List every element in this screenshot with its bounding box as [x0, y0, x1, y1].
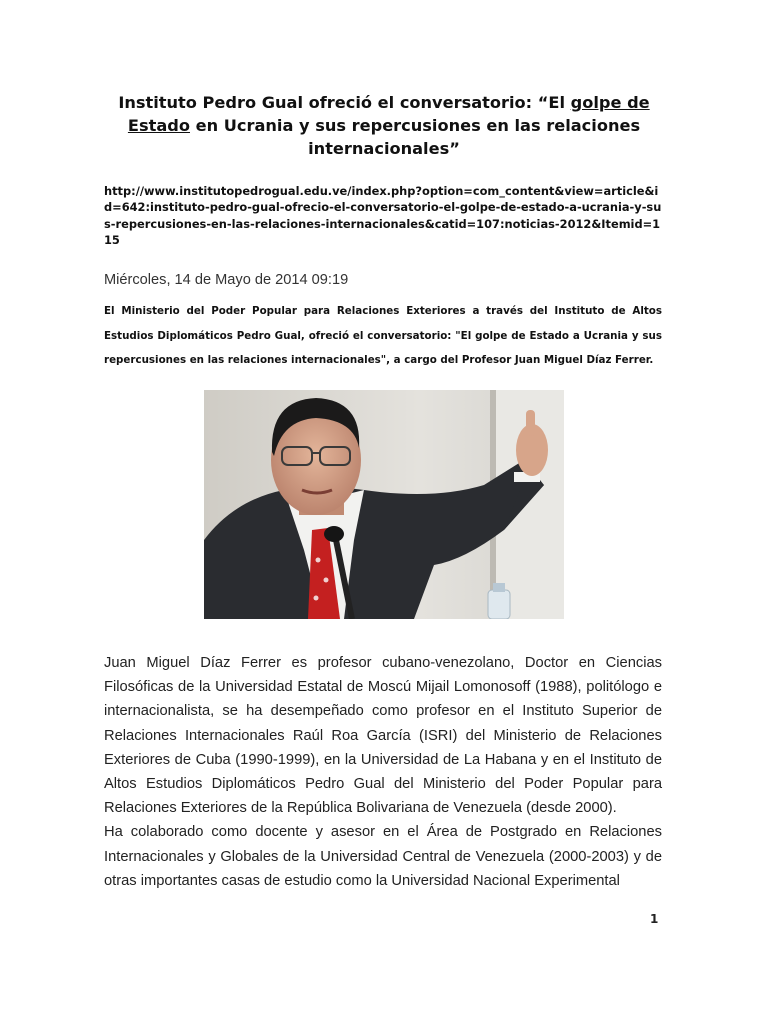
article-body	[104, 651, 662, 893]
article-title	[104, 91, 664, 160]
publish-date: Miércoles, 14 de Mayo de 2014 09:19	[104, 272, 349, 288]
source-url[interactable]: http://www.institutopedrogual.edu.ve/index.php?option=com_content&view=article&id=642:instituto-pedro-gual-ofrecio-el-conversatorio-el-golpe-de-estado-a-ucrania-y-sus-repercusiones-en-las-relaciones-internacionales&catid=107:noticias-2012&Itemid=115	[104, 184, 662, 247]
body-paragraph: Ha colaborado como docente y asesor en el Área de Postgrado en Relaciones Internacionales y Globales de la Universidad Central de Venezuela (2000-2003) y de otras importantes casas de estudio como la Universidad Nacional Experimental	[104, 824, 662, 889]
title-link-estado[interactable]: Estado	[127, 116, 190, 135]
speaker-photo	[204, 390, 564, 619]
page-number: 1	[650, 912, 659, 926]
speaker-photo-illustration	[204, 390, 564, 619]
title-link-golpe[interactable]: golpe de	[570, 93, 650, 112]
title-text-2: en Ucrania y sus repercusiones en las relaciones internacionales”	[189, 116, 641, 158]
title-text-1: Instituto Pedro Gual ofreció el conversatorio: “El	[118, 93, 571, 112]
body-paragraph: Juan Miguel Díaz Ferrer es profesor cubano-venezolano, Doctor en Ciencias Filosóficas de la Universidad Estatal de Moscú Mijail Lomonosoff (1988), politólogo e internacionalista, se ha desempeñado como profesor en el Instituto Superior de Relaciones Internacionales Raúl Roa García (ISRI) del Ministerio de Relaciones Exteriores de Cuba (1990-1999), en la Universidad de La Habana y en el Instituto de Altos Estudios Diplomáticos Pedro Gual del Ministerio del Poder Popular para Relaciones Exteriores de la República Bolivariana de Venezuela (desde 2000).	[104, 655, 662, 817]
intro-paragraph: El Ministerio del Poder Popular para Relaciones Exteriores a través del Instituto de Altos Estudios Diplomáticos Pedro Gual, ofreció el conversatorio: "El golpe de Estado a Ucrania y sus repercusiones en las relaciones internacionales", a cargo del Profesor Juan Miguel Díaz Ferrer.	[104, 305, 662, 366]
